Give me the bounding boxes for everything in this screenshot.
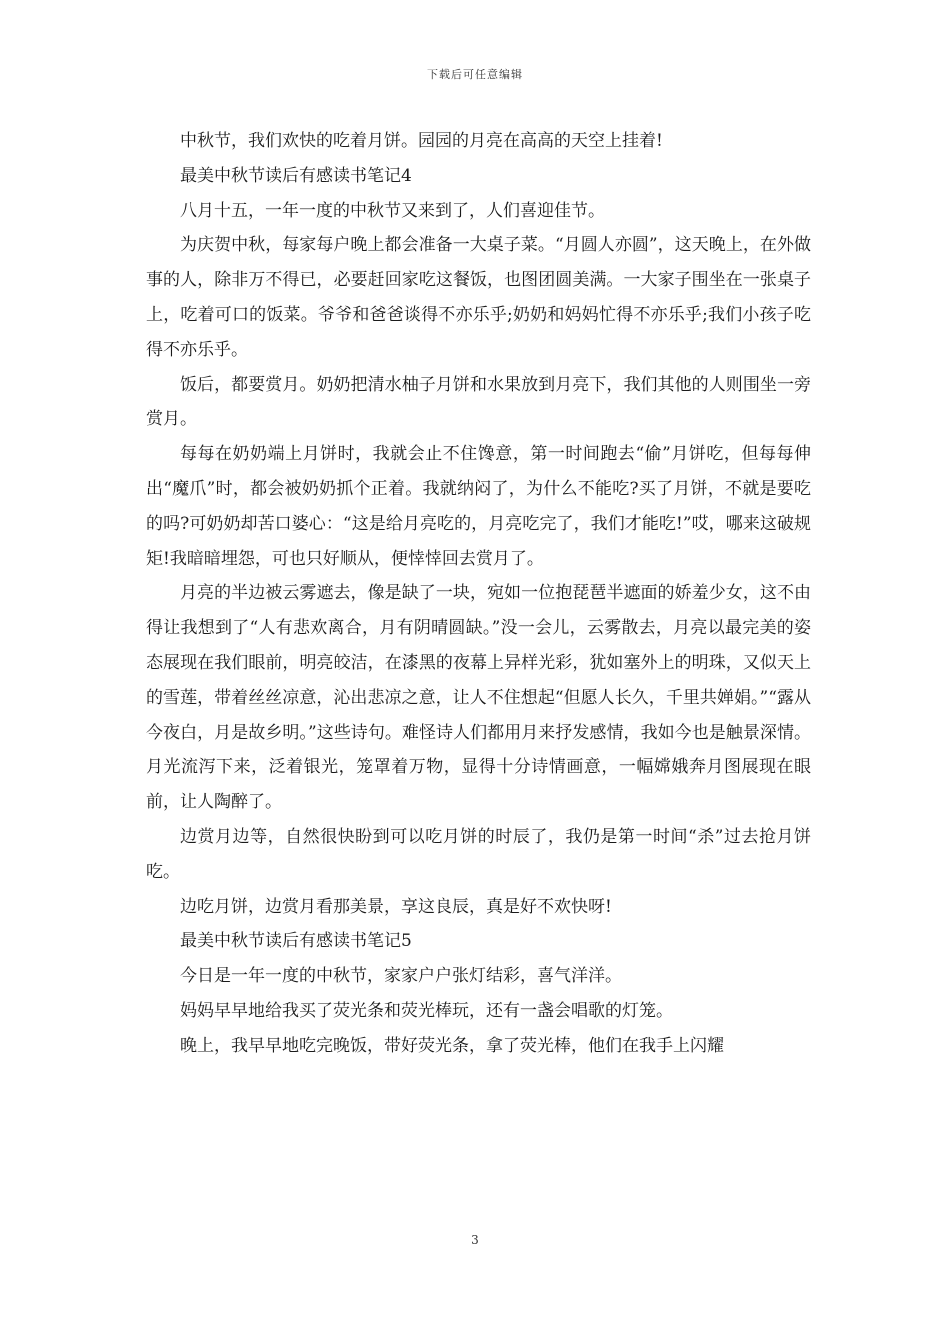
paragraph: 晚上，我早早地吃完晚饭，带好荧光条，拿了荧光棒，他们在我手上闪耀 xyxy=(180,1035,724,1056)
header-note: 下载后可任意编辑 xyxy=(427,68,523,81)
paragraph: 中秋节，我们欢快的吃着月饼。园园的月亮在高高的天空上挂着! xyxy=(180,131,663,151)
paragraph: 为庆贺中秋，每家每户晚上都会准备一大桌子菜。“月圆人亦圆”，这天晚上，在外做事的人，除非万不得已，必要赶回家吃这餐饭，也图团圆美满。一大家子围坐在一张桌子上，吃着可口的饭菜。爷爷和爸爸谈得不亦乐乎;奶奶和妈妈忙得不亦乐乎;我们小孩子吃得不亦乐乎。 xyxy=(146,235,811,360)
paragraph: 每每在奶奶端上月饼时，我就会止不住馋意，第一时间跑去“偷”月饼吃，但每每伸出“魔爪”时，都会被奶奶抓个正着。我就纳闷了，为什么不能吃?买了月饼，不就是要吃的吗?可奶奶却苦口婆心：“这是给月亮吃的，月亮吃完了，我们才能吃!”哎，哪来这破规矩!我暗暗埋怨，可也只好顺从，便悻悻回去赏月了。 xyxy=(146,444,811,569)
paragraph: 边吃月饼，边赏月看那美景，享这良辰，真是好不欢快呀! xyxy=(180,896,612,917)
paragraph: 饭后，都要赏月。奶奶把清水柚子月饼和水果放到月亮下，我们其他的人则围坐一旁赏月。 xyxy=(146,374,811,430)
section-title: 最美中秋节读后有感读书笔记4 xyxy=(180,165,412,186)
paragraph: 妈妈早早地给我买了荧光条和荧光棒玩，还有一盏会唱歌的灯笼。 xyxy=(180,1000,673,1021)
paragraph: 边赏月边等，自然很快盼到可以吃月饼的时辰了，我仍是第一时间“杀”过去抢月饼吃。 xyxy=(146,826,811,882)
page-number: 3 xyxy=(471,1233,479,1247)
paragraph: 月亮的半边被云雾遮去，像是缺了一块，宛如一位抱琵琶半遮面的娇羞少女，这不由得让我想到了“人有悲欢离合，月有阴晴圆缺。”没一会儿，云雾散去，月亮以最完美的姿态展现在我们眼前，明亮皎洁，在漆黑的夜幕上异样光彩，犹如塞外上的明珠，又似天上的雪莲，带着丝丝凉意，沁出悲凉之意，让人不住想起“但愿人长久，千里共婵娟。”“露从今夜白，月是故乡明。”这些诗句。难怪诗人们都用月来抒发感情，我如今也是触景深情。月光流泻下来，泛着银光，笼罩着万物，显得十分诗情画意，一幅嫦娥奔月图展现在眼前，让人陶醉了。 xyxy=(146,583,811,813)
document-body xyxy=(146,124,811,1064)
paragraph: 八月十五，一年一度的中秋节又来到了，人们喜迎佳节。 xyxy=(180,200,605,221)
section-title: 最美中秋节读后有感读书笔记5 xyxy=(180,931,412,952)
paragraph: 今日是一年一度的中秋节，家家户户张灯结彩，喜气洋洋。 xyxy=(180,966,622,987)
